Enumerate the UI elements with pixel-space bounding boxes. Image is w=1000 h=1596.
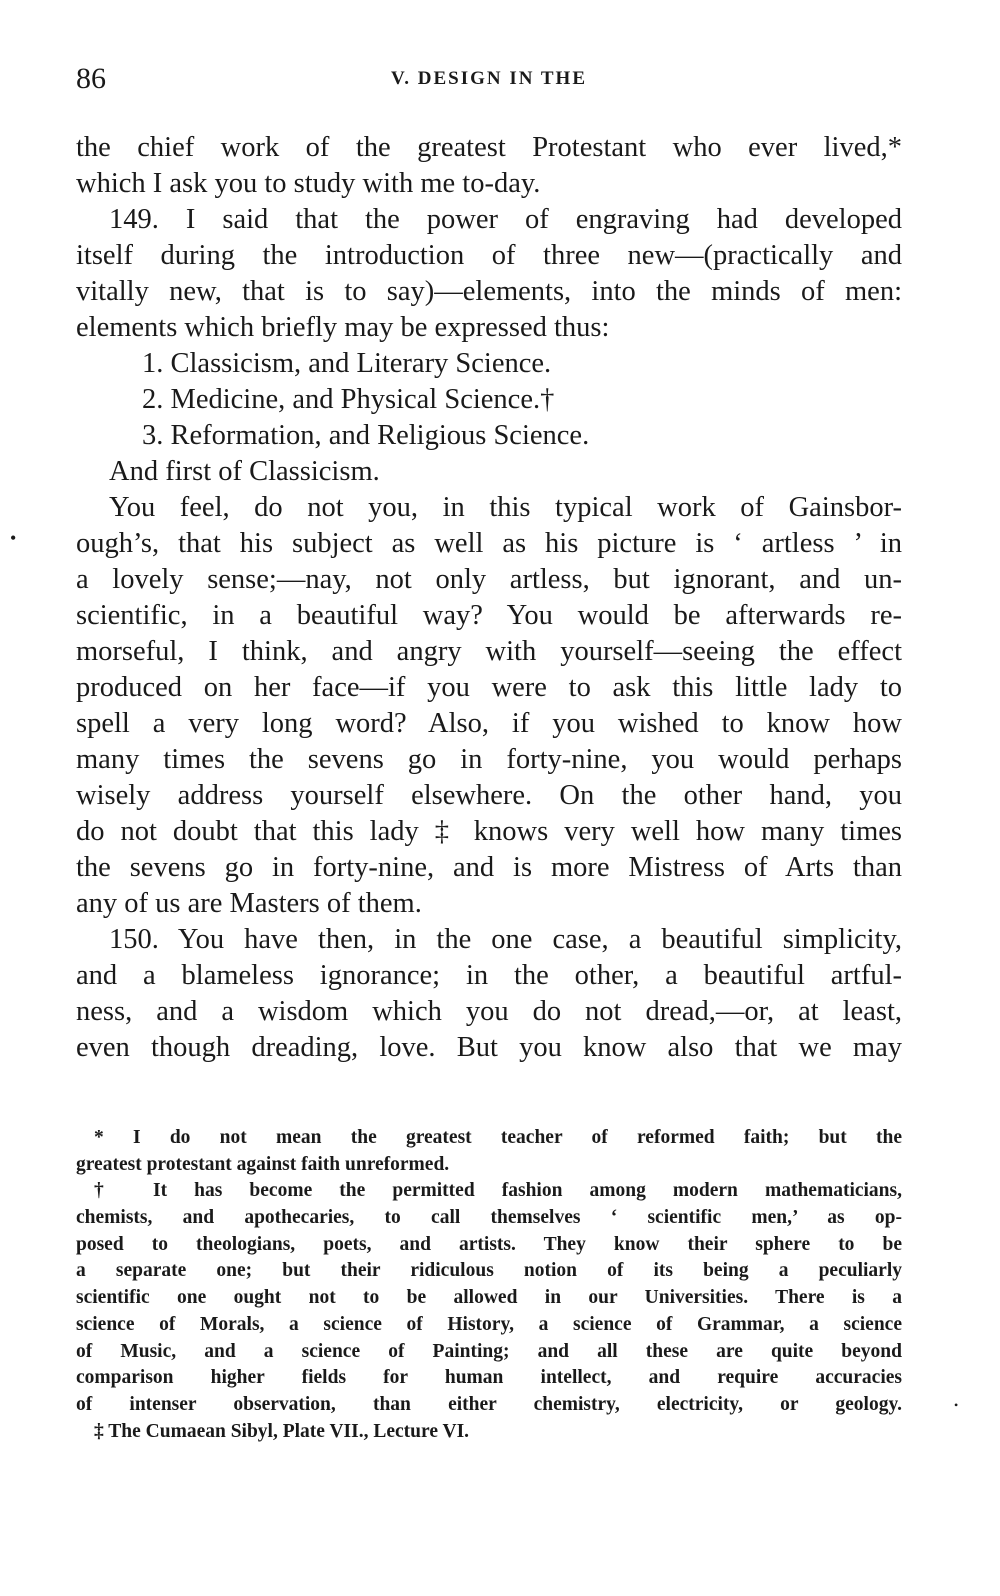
- body-line: produced on her face—if you were to ask this little lady to: [76, 672, 902, 703]
- body-line: the sevens go in forty-nine, and is more Mistress of Arts than: [76, 852, 902, 883]
- footnote-line: of intenser observation, than either chemistry, electricity, or geology.: [76, 1393, 902, 1415]
- footnote-line: a separate one; but their ridiculous notion of its being a peculiarly: [76, 1260, 902, 1282]
- list-item: 3. Reformation, and Religious Science.: [142, 420, 590, 451]
- body-line: 150. You have then, in the one case, a beautiful simplicity,: [109, 924, 902, 955]
- body-line: morseful, I think, and angry with yourself—seeing the effect: [76, 636, 902, 667]
- page-number: 86: [76, 62, 106, 95]
- running-title: V. DESIGN IN THE: [390, 68, 588, 89]
- body-line: and a blameless ignorance; in the other, a beautiful artful-: [76, 960, 902, 991]
- body-line: spell a very long word? Also, if you wished to know how: [76, 708, 902, 739]
- body-line: scientific, in a beautiful way? You would be afterwards re-: [76, 600, 902, 631]
- body-line: ough’s, that his subject as well as his picture is ‘ artless ’ in: [76, 528, 902, 559]
- body-line: You feel, do not you, in this typical work of Gainsbor-: [109, 492, 902, 523]
- footnotes: [76, 1125, 902, 1445]
- body-line: ness, and a wisdom which you do not dread,—or, at least,: [76, 996, 902, 1027]
- body-line: vitally new, that is to say)—elements, into the minds of men:: [76, 276, 902, 307]
- footnote-line: comparison higher fields for human intellect, and require accuracies: [76, 1367, 902, 1389]
- ink-speck: •: [954, 1398, 959, 1412]
- list-item: 2. Medicine, and Physical Science.†: [142, 384, 555, 415]
- list-item: 1. Classicism, and Literary Science.: [142, 348, 552, 379]
- body-line: do not doubt that this lady ‡ knows very well how many times: [76, 816, 902, 847]
- footnote-line: scientific one ought not to be allowed in our Universities. There is a: [76, 1287, 902, 1309]
- body-line: wisely address yourself elsewhere. On the other hand, you: [76, 780, 902, 811]
- body-line: And first of Classicism.: [109, 456, 380, 487]
- body-line: any of us are Masters of them.: [76, 888, 422, 919]
- body-line: many times the sevens go in forty-nine, you would perhaps: [76, 744, 902, 775]
- footnote-line: ‡ The Cumaean Sibyl, Plate VII., Lecture VI.: [94, 1420, 470, 1442]
- body-line: the chief work of the greatest Protestant who ever lived,*: [76, 132, 902, 163]
- body-line: even though dreading, love. But you know also that we may: [76, 1032, 902, 1063]
- body-line: a lovely sense;—nay, not only artless, but ignorant, and un-: [76, 564, 902, 595]
- body-line: itself during the introduction of three new—(practically and: [76, 240, 902, 271]
- body-line: 149. I said that the power of engraving had developed: [109, 204, 902, 235]
- footnote-line: chemists, and apothecaries, to call themselves ‘ scientific men,’ as op-: [76, 1207, 902, 1229]
- page-header: [76, 62, 902, 98]
- footnote-line: posed to theologians, poets, and artists. They know their sphere to be: [76, 1233, 902, 1255]
- footnote-line: † It has become the permitted fashion among modern mathematicians,: [94, 1180, 902, 1202]
- ink-speck: •: [10, 528, 17, 548]
- body-line: elements which briefly may be expressed thus:: [76, 312, 610, 343]
- body-text: [76, 130, 902, 1066]
- body-line: which I ask you to study with me to-day.: [76, 168, 541, 199]
- footnote-line: greatest protestant against faith unreformed.: [76, 1153, 450, 1175]
- footnote-line: * I do not mean the greatest teacher of reformed faith; but the: [94, 1127, 902, 1148]
- footnote-line: science of Morals, a science of History, a science of Grammar, a science: [76, 1313, 902, 1335]
- footnote-line: of Music, and a science of Painting; and all these are quite beyond: [76, 1340, 902, 1362]
